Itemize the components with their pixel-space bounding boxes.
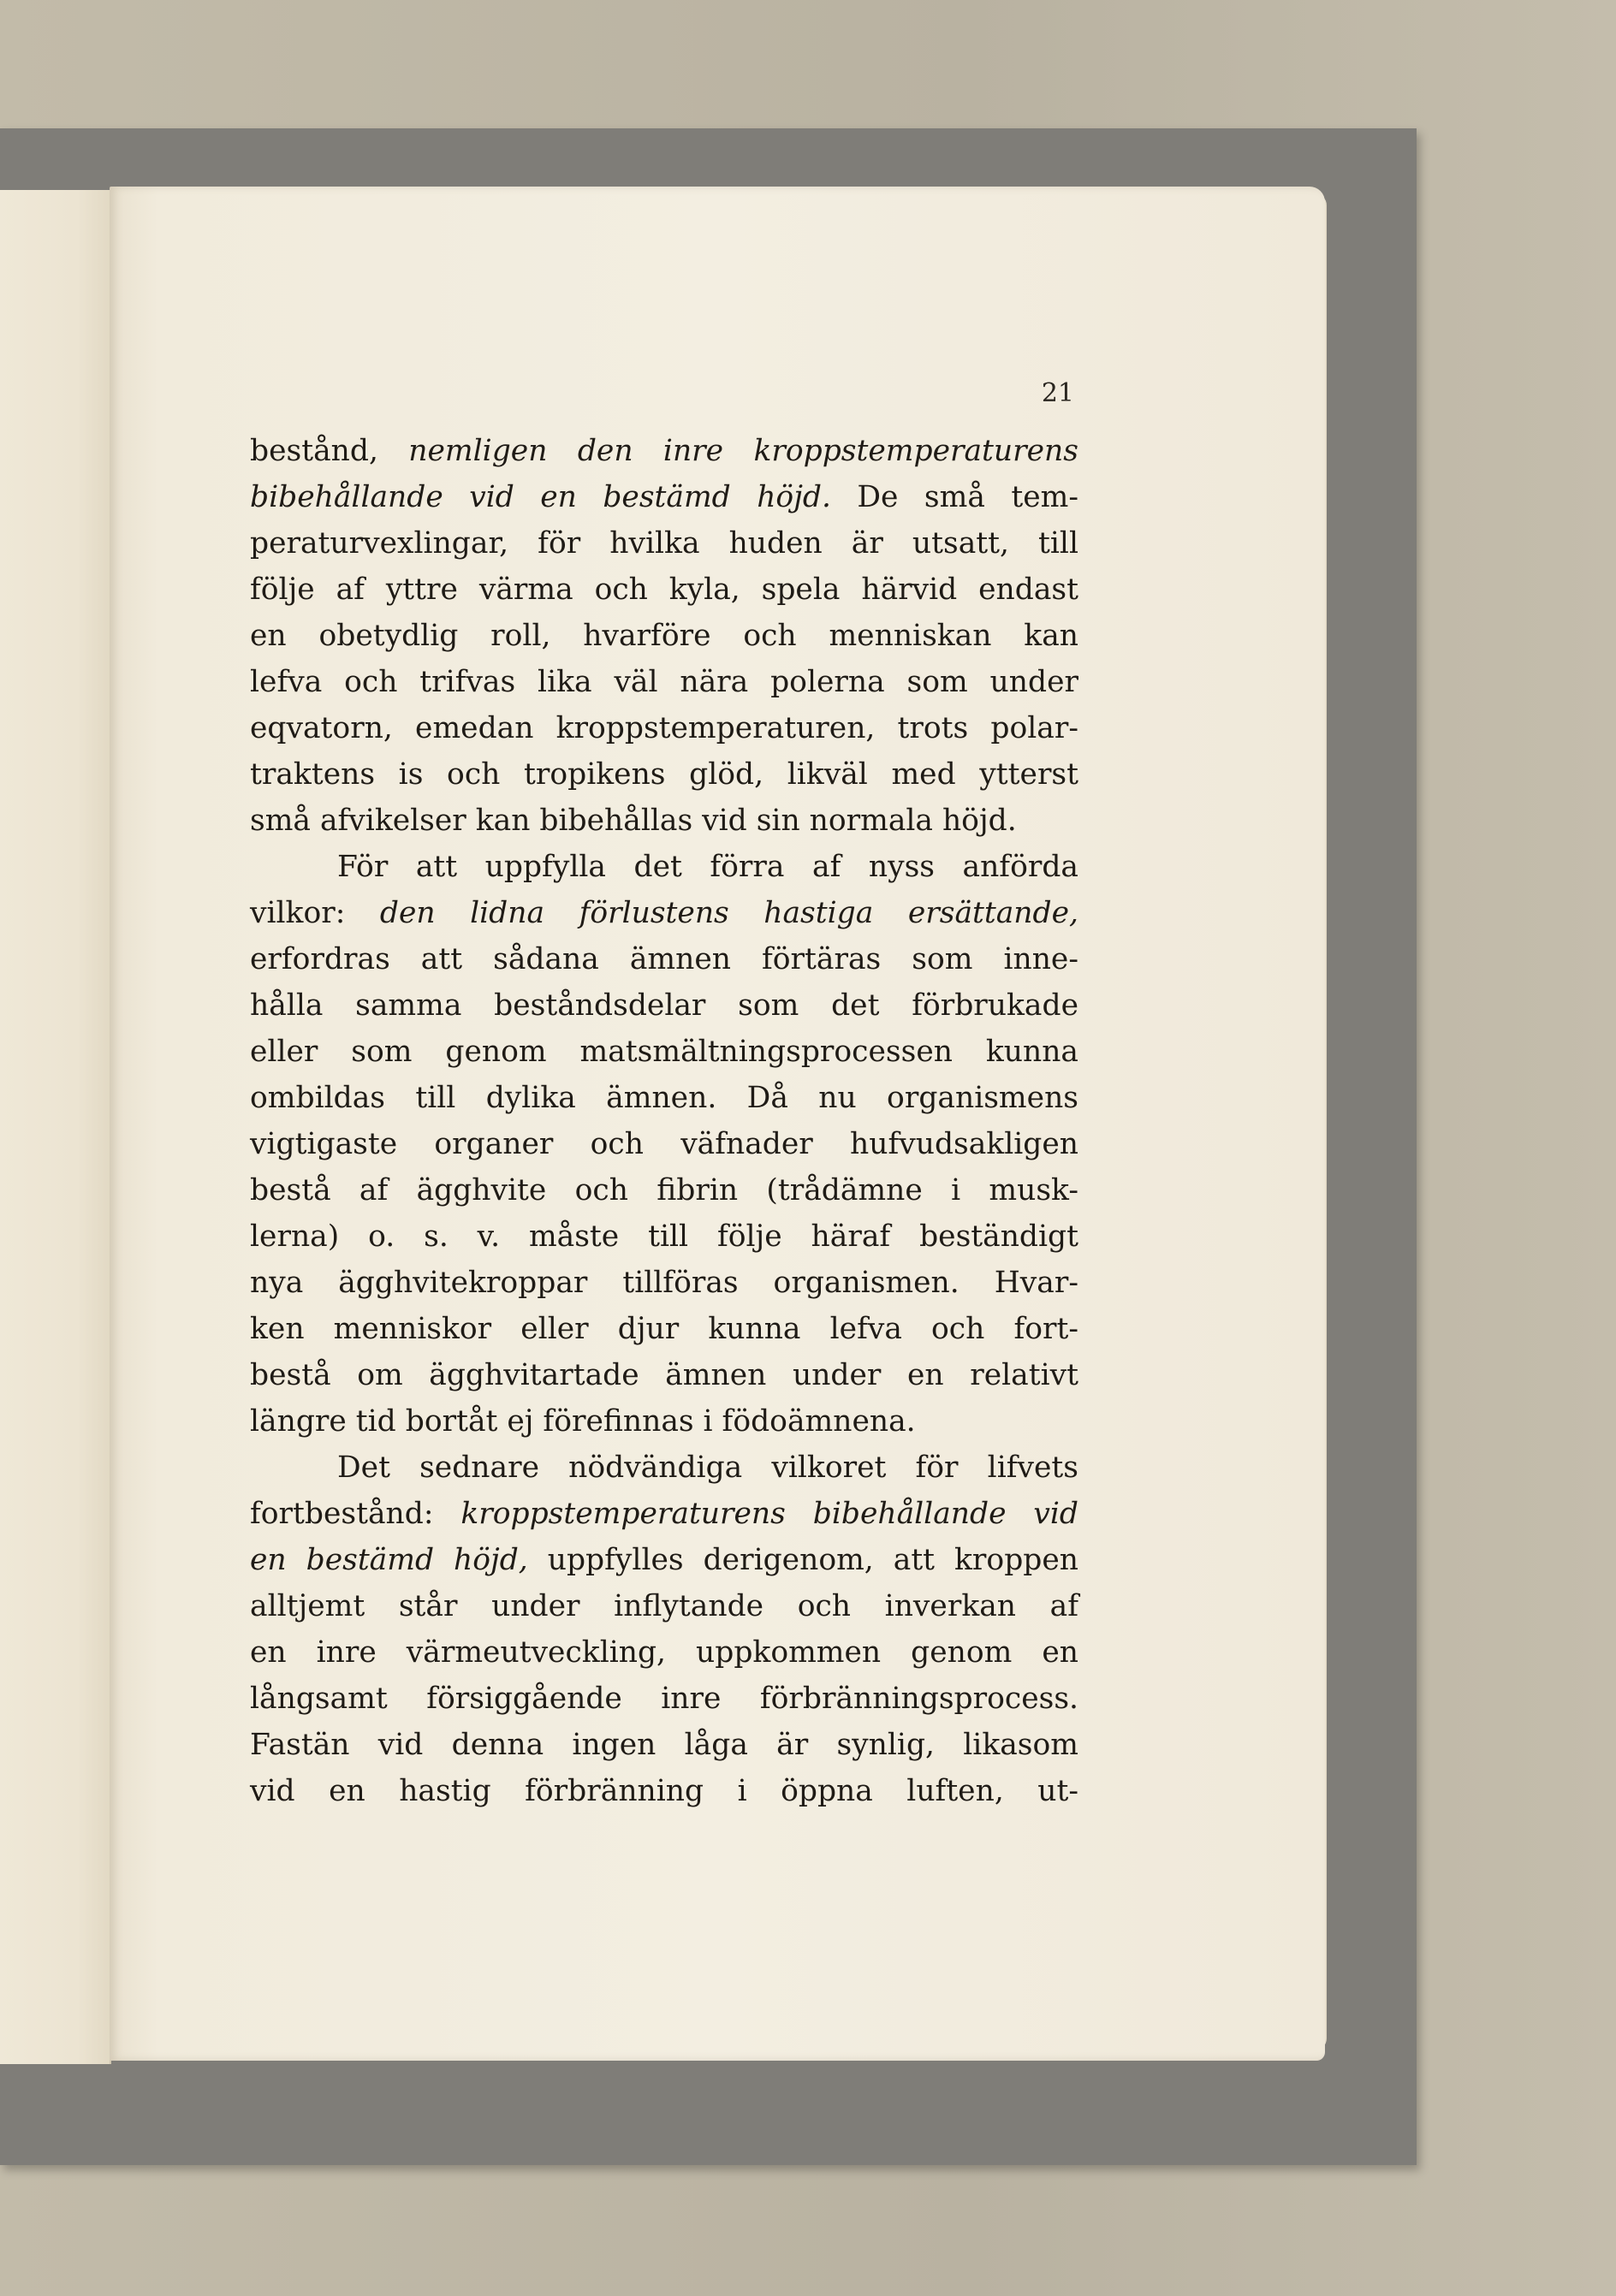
italic-text: nemligen den inre kroppstemperaturens: [408, 434, 1078, 468]
text-segment: Det sednare nödvändiga vilkoret för lifvets: [337, 1451, 1078, 1485]
text-line: [250, 1629, 1078, 1676]
text-segment: en inre värmeutveckling, uppkommen genom en: [250, 1635, 1078, 1670]
text-segment: långsamt försiggående inre förbränningsprocess.: [250, 1682, 1078, 1716]
italic-text: en bestämd höjd,: [250, 1543, 528, 1577]
text-line: [250, 1768, 1078, 1814]
text-segment: För att uppfylla det förra af nyss anförda: [337, 850, 1078, 884]
text-line: [250, 705, 1078, 751]
text-line: [250, 1075, 1078, 1121]
text-line: [250, 890, 1078, 936]
text-line: [250, 1352, 1078, 1398]
text-segment: nya ägghvitekroppar tillföras organismen. Hvar-: [250, 1266, 1078, 1300]
text-line: [250, 1167, 1078, 1213]
text-segment: hålla samma beståndsdelar som det förbrukade: [250, 988, 1078, 1023]
text-segment: vilkor:: [250, 896, 380, 930]
text-segment: eller som genom matsmältningsprocessen kunna: [250, 1035, 1078, 1069]
text-line: [250, 1676, 1078, 1722]
text-segment: De små tem-: [830, 480, 1078, 514]
text-line: [250, 1583, 1078, 1629]
text-line: [250, 567, 1078, 613]
text-segment: följe af yttre värma och kyla, spela härvid endast: [250, 573, 1078, 607]
text-segment: vigtigaste organer och väfnader hufvudsakligen: [250, 1127, 1078, 1161]
text-segment: uppfylles derigenom, att kroppen: [527, 1543, 1078, 1577]
text-line: [250, 1722, 1078, 1768]
text-line: [250, 520, 1078, 567]
text-line: [250, 1260, 1078, 1306]
text-segment: bestå af ägghvite och fibrin (trådämne i musk-: [250, 1173, 1078, 1207]
text-line: [250, 1445, 1078, 1491]
facing-page-edge: [0, 190, 111, 2064]
text-segment: vid en hastig förbränning i öppna luften, ut-: [250, 1774, 1078, 1808]
text-line: [250, 936, 1078, 982]
body-text: [250, 428, 1078, 1814]
text-segment: längre tid bortåt ej förefinnas i födoämnena.: [250, 1404, 916, 1439]
text-line: [250, 1306, 1078, 1352]
text-segment: traktens is och tropikens glöd, likväl med ytterst: [250, 757, 1078, 792]
text-line: [250, 659, 1078, 705]
text-segment: peraturvexlingar, för hvilka huden är utsatt, till: [250, 526, 1078, 561]
text-line: [250, 1121, 1078, 1167]
page-number: 21: [1041, 378, 1074, 408]
text-line: [250, 1537, 1078, 1583]
text-segment: lefva och trifvas lika väl nära polerna som under: [250, 665, 1078, 699]
text-segment: bestå om ägghvitartade ämnen under en relativt: [250, 1358, 1078, 1392]
text-line: [250, 1213, 1078, 1260]
text-segment: lerna) o. s. v. måste till följe häraf beständigt: [250, 1219, 1078, 1254]
text-line: [250, 428, 1078, 474]
italic-text: bibehållande vid en bestämd höjd.: [250, 480, 831, 514]
text-line: [250, 751, 1078, 798]
text-segment: små afvikelser kan bibehållas vid sin normala höjd.: [250, 804, 1017, 838]
text-line: [250, 844, 1078, 890]
italic-text: kroppstemperaturens bibehållande vid: [460, 1497, 1078, 1531]
text-segment: Fastän vid denna ingen låga är synlig, likasom: [250, 1728, 1078, 1762]
text-line: [250, 474, 1078, 520]
text-line: [250, 1491, 1078, 1537]
text-line: [250, 613, 1078, 659]
italic-text: den lidna förlustens hastiga ersättande,: [379, 896, 1078, 930]
text-segment: alltjemt står under inflytande och inverkan af: [250, 1589, 1078, 1623]
text-line: [250, 1029, 1078, 1075]
text-segment: eqvatorn, emedan kroppstemperaturen, trots polar-: [250, 711, 1078, 745]
text-segment: bestånd,: [250, 434, 409, 468]
text-line: [250, 1398, 1078, 1445]
text-segment: ken menniskor eller djur kunna lefva och fort-: [250, 1312, 1078, 1346]
text-segment: fortbestånd:: [250, 1497, 461, 1531]
text-segment: en obetydlig roll, hvarföre och menniskan kan: [250, 619, 1078, 653]
text-segment: erfordras att sådana ämnen förtäras som inne-: [250, 942, 1078, 976]
text-segment: ombildas till dylika ämnen. Då nu organismens: [250, 1081, 1078, 1115]
text-line: [250, 798, 1078, 844]
text-line: [250, 982, 1078, 1029]
